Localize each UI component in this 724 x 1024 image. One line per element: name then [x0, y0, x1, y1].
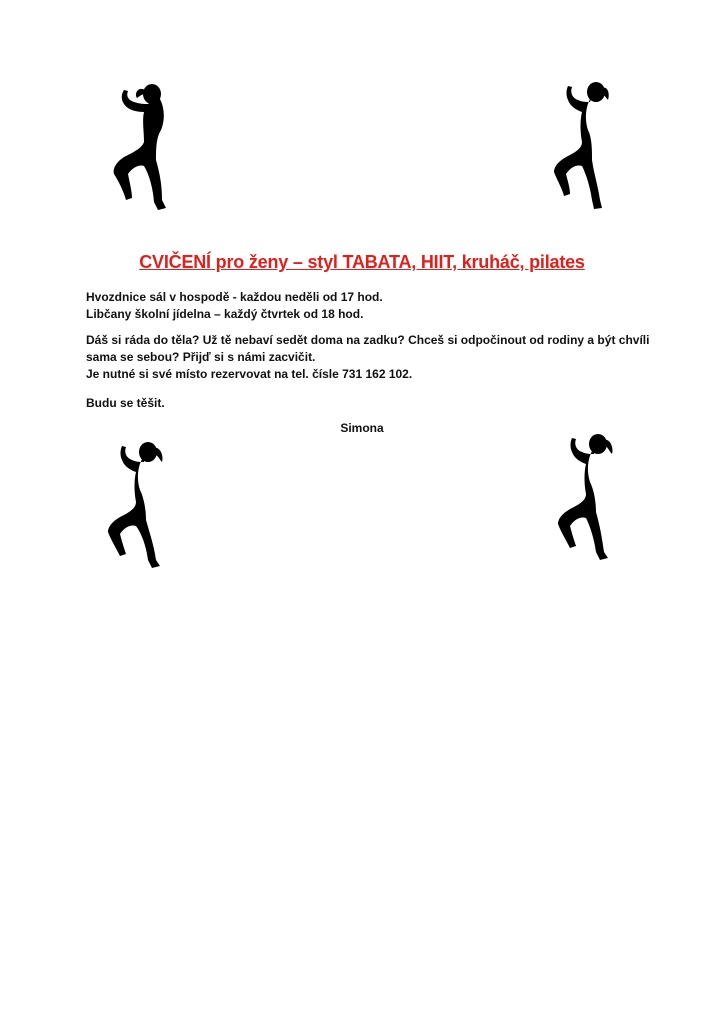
woman-silhouette-icon	[552, 74, 630, 214]
body-line-2: sama se sebou? Přijď si s námi zacvičit.	[86, 350, 316, 364]
schedule-line-hvozdnice: Hvozdnice sál v hospodě - každou neděli od 17 hod.	[86, 290, 383, 304]
page-title: CVIČENÍ pro ženy – styl TABATA, HIIT, kruháč, pilates	[139, 252, 585, 272]
woman-silhouette-icon	[104, 74, 182, 214]
woman-silhouette-drawing	[552, 74, 630, 214]
woman-silhouette-icon	[556, 424, 634, 564]
closing-line: Budu se těšit.	[86, 396, 165, 410]
woman-silhouette-icon	[104, 434, 182, 574]
woman-silhouette-drawing	[104, 74, 182, 214]
signature: Simona	[340, 421, 384, 435]
schedule-line-libcany: Libčany školní jídelna – každý čtvrtek od 18 hod.	[86, 307, 364, 321]
woman-silhouette-drawing	[104, 434, 182, 574]
body-line-reservation: Je nutné si své místo rezervovat na tel. čísle 731 162 102.	[86, 367, 413, 381]
body-line-1: Dáš si ráda do těla? Už tě nebaví sedět doma na zadku? Chceš si odpočinout od rodiny a být chvíli	[86, 333, 650, 347]
woman-silhouette-drawing	[556, 424, 634, 564]
